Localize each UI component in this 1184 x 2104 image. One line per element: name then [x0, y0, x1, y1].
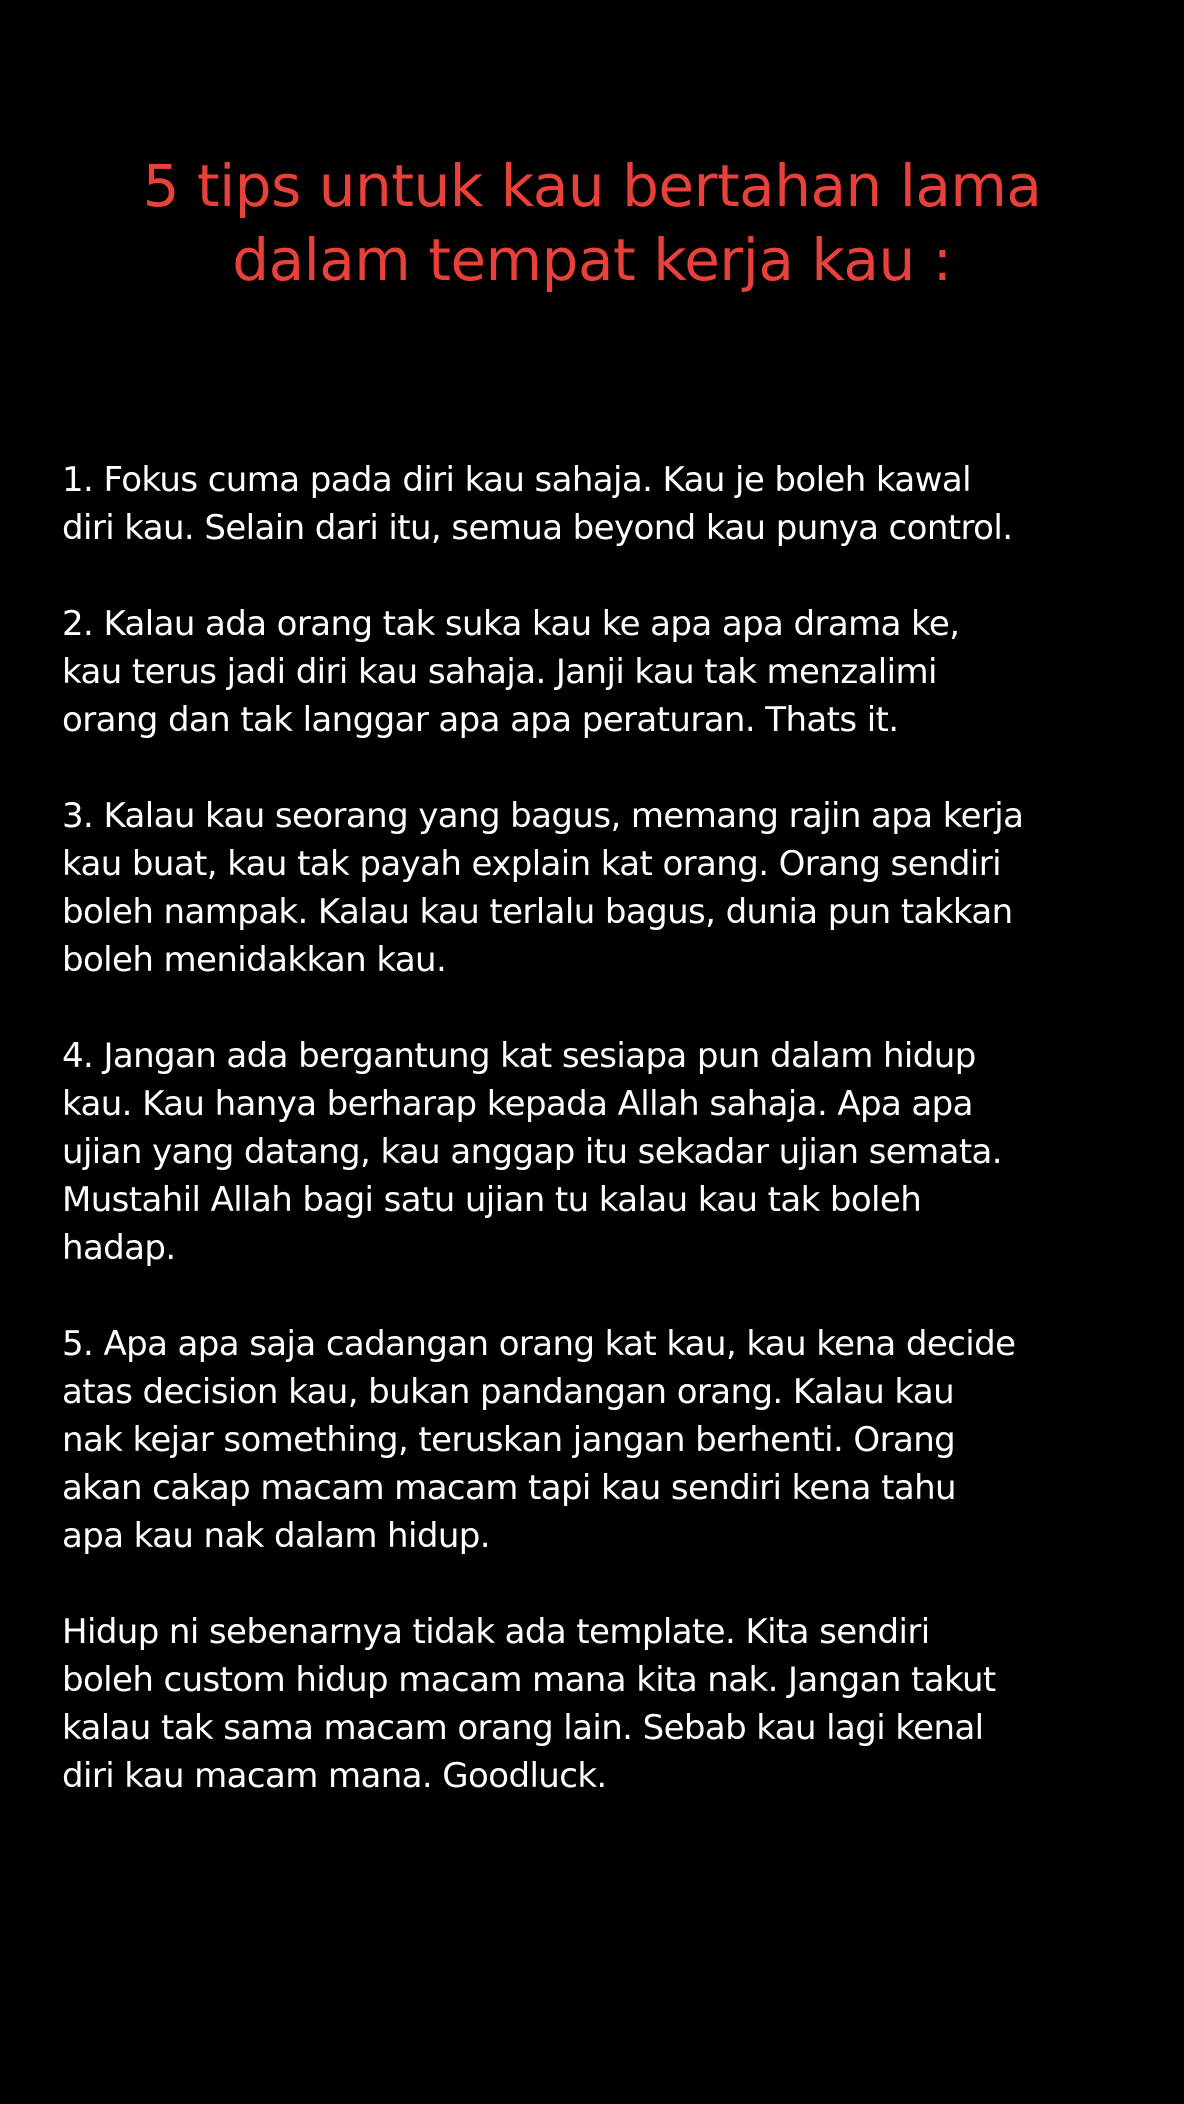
tips-content	[62, 456, 1142, 1848]
tip-5: 5. Apa apa saja cadangan orang kat kau, kau kena decide atas decision kau, bukan pandangan orang. Kalau kau nak kejar something, teruskan jangan berhenti. Orang akan cakap macam macam tapi kau sendiri kena tahu apa kau nak dalam hidup.	[62, 1324, 1016, 1556]
tip-3: 3. Kalau kau seorang yang bagus, memang rajin apa kerja kau buat, kau tak payah explain kat orang. Orang sendiri boleh nampak. Kalau kau terlalu bagus, dunia pun takkan boleh menidakkan kau.	[62, 796, 1024, 980]
post-title: 5 tips untuk kau bertahan lama dalam tempat kerja kau :	[142, 152, 1042, 294]
closing-paragraph: Hidup ni sebenarnya tidak ada template. Kita sendiri boleh custom hidup macam mana kita nak. Jangan takut kalau tak sama macam orang lain. Sebab kau lagi kenal diri kau macam mana. Goodluck.	[62, 1612, 996, 1796]
tip-2: 2. Kalau ada orang tak suka kau ke apa apa drama ke, kau terus jadi diri kau sahaja. Janji kau tak menzalimi orang dan tak langgar apa apa peraturan. Thats it.	[62, 604, 960, 740]
tip-4: 4. Jangan ada bergantung kat sesiapa pun dalam hidup kau. Kau hanya berharap kepada Allah sahaja. Apa apa ujian yang datang, kau anggap itu sekadar ujian semata. Mustahil Allah bagi satu ujian tu kalau kau tak boleh hadap.	[62, 1036, 1003, 1268]
tip-1: 1. Fokus cuma pada diri kau sahaja. Kau je boleh kawal diri kau. Selain dari itu, semua beyond kau punya control.	[62, 460, 1013, 548]
